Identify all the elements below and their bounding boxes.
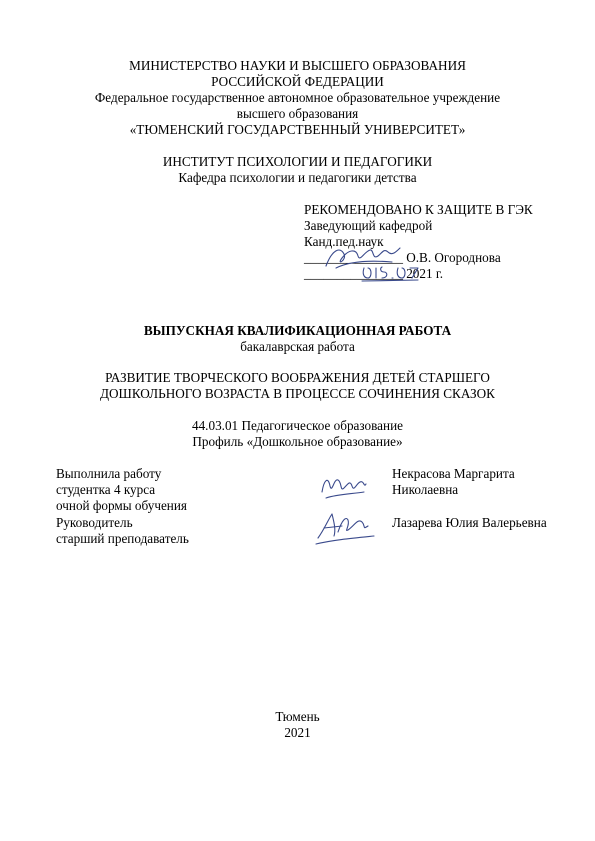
approval-date-line: _______________ 2021 г. xyxy=(304,266,444,281)
approval-title: РЕКОМЕНДОВАНО К ЗАЩИТЕ В ГЭК xyxy=(304,202,533,217)
approval-role: Заведующий кафедрой xyxy=(304,218,433,233)
institute-name: ИНСТИТУТ ПСИХОЛОГИИ И ПЕДАГОГИКИ xyxy=(162,154,433,169)
author-label-3: очной формы обучения xyxy=(56,498,187,513)
approval-degree: Канд.пед.наук xyxy=(304,234,384,249)
approval-sign-line: _______________ О.В. Огороднова xyxy=(304,250,501,265)
program-code: 44.03.01 Педагогическое образование xyxy=(191,418,404,433)
author-label-2: студентка 4 курса xyxy=(56,482,156,497)
author-label-1: Выполнила работу xyxy=(56,466,162,481)
supervisor-label-2: старший преподаватель xyxy=(56,531,189,546)
year: 2021 xyxy=(284,725,311,740)
work-level: бакалаврская работа xyxy=(240,339,355,354)
author-name-1: Некрасова Маргарита xyxy=(392,466,515,481)
handwritten-date-icon xyxy=(360,262,420,284)
university-name: «ТЮМЕНСКИЙ ГОСУДАРСТВЕННЫЙ УНИВЕРСИТЕТ» xyxy=(129,122,466,137)
department-name: Кафедра психологии и педагогики детства xyxy=(178,170,417,185)
author-signature-icon xyxy=(318,470,370,504)
institution-level-line: высшего образования xyxy=(236,106,359,121)
work-title-line-1: РАЗВИТИЕ ТВОРЧЕСКОГО ВООБРАЖЕНИЯ ДЕТЕЙ СТАРШЕГО xyxy=(105,370,490,385)
supervisor-label-1: Руководитель xyxy=(56,515,133,530)
city: Тюмень xyxy=(275,709,320,724)
author-name-2: Николаевна xyxy=(392,482,459,497)
work-title-line-2: ДОШКОЛЬНОГО ВОЗРАСТА В ПРОЦЕССЕ СОЧИНЕНИЯ СКАЗОК xyxy=(100,386,495,401)
ministry-line-2: РОССИЙСКОЙ ФЕДЕРАЦИИ xyxy=(211,74,384,89)
work-type: ВЫПУСКНАЯ КВАЛИФИКАЦИОННАЯ РАБОТА xyxy=(143,323,452,338)
supervisor-signature-icon xyxy=(312,508,378,548)
institution-type-line: Федеральное государственное автономное образовательное учреждение xyxy=(94,90,501,105)
program-profile: Профиль «Дошкольное образование» xyxy=(192,434,403,449)
supervisor-name: Лазарева Юлия Валерьевна xyxy=(392,515,547,530)
ministry-line-1: МИНИСТЕРСТВО НАУКИ И ВЫСШЕГО ОБРАЗОВАНИЯ xyxy=(129,58,466,73)
